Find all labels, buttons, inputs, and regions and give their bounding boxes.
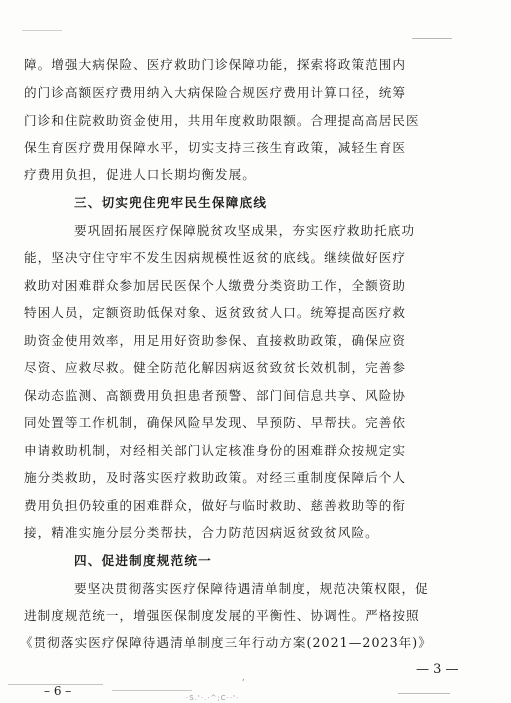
scan-artifact-bottom-mid: [112, 690, 192, 691]
scan-artifact-top-left: [22, 30, 62, 31]
text-line: 特困人员，定额资助低保对象、返贫致贫人口。统筹提高医疗救: [24, 305, 407, 320]
text-line: 要巩固拓展医疗保障脱贫攻坚成果，夯实医疗救助托底功: [74, 223, 416, 238]
text-line: 接，精准实施分层分类帮扶，合力防范因病返贫致贫风险。: [24, 525, 379, 540]
text-line: 费用负担仍较重的困难群众，做好与临时救助、慈善救助等的衔: [24, 498, 407, 513]
text-line: 保生育医疗费用保障水平，切实支持三孩生育政策，减轻生育医: [24, 140, 407, 155]
stamp-residue: ·S.'·.·^;C··'·: [186, 694, 240, 702]
text-line: 尽资、应救尽救。健全防范化解因病返贫致贫长效机制，完善参: [24, 360, 407, 375]
text-line: 能，坚决守住守牢不发生因病规模性返贫的底线。继续做好医疗: [24, 250, 407, 265]
text-line: 的门诊高额医疗费用纳入大病保险合规医疗费用计算口径，统筹: [24, 85, 407, 100]
text-line: 救助对困难群众参加居民医保个人缴费分类资助工作，全额资助: [24, 278, 407, 293]
text-line: 助资金使用效率，用足用好资助参保、直接救助政策，确保应资: [24, 333, 407, 348]
text-line: 同处置等工作机制，确保风险早发现、早预防、早帮扶。完善依: [24, 415, 407, 430]
text-line: 门诊和住院救助资金使用，共用年度救助限额。合理提高高居民医: [24, 113, 420, 128]
section-heading-4: 四、促进制度规范统一: [74, 553, 212, 568]
text-line: 保动态监测、高额费用负担患者预警、部门间信息共享、风险协: [24, 388, 407, 403]
text-line: 施分类救助，及时落实医疗救助政策。对经三重制度保障后个人: [24, 470, 407, 485]
text-line: 障。增强大病保险、医疗救助门诊保障功能，探索将政策范围内: [24, 57, 407, 72]
outer-page-number: – 6 –: [44, 684, 72, 698]
text-line: 申请救助机制，对经相关部门认定核准身份的困难群众按规定实: [24, 443, 407, 458]
text-line: 要坚决贯彻落实医疗保障待遇清单制度，规范决策权限，促: [74, 581, 429, 596]
text-line: 《贯彻落实医疗保障待遇清单制度三年行动方案(2021—2023年)》: [20, 635, 432, 650]
scan-mark: ʹ: [242, 679, 245, 689]
inner-page-number: — 3 —: [416, 662, 459, 677]
scan-artifact-bottom-right: [398, 693, 450, 694]
text-line: 进制度规范统一，增强医保制度发展的平衡性、协调性。严格按照: [24, 608, 420, 623]
text-line: 疗费用负担，促进人口长期均衡发展。: [24, 167, 256, 182]
scan-artifact-top-right: [412, 38, 452, 39]
section-heading-3: 三、切实兜住兜牢民生保障底线: [74, 195, 268, 210]
